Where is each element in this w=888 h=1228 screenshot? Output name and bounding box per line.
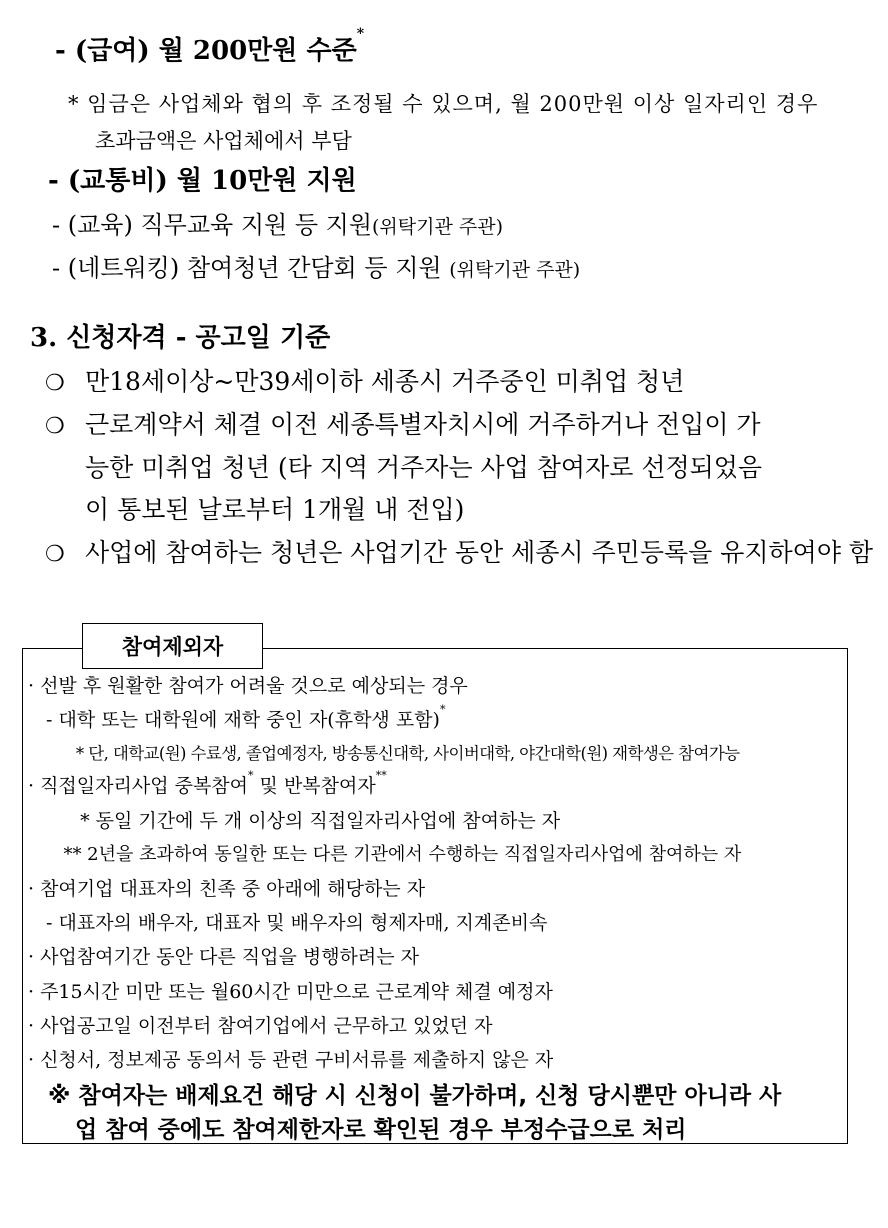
eligibility-item-2-line-2: 능한 미취업 청년 (타 지역 거주자는 사업 참여자로 선정되었음 <box>85 453 763 482</box>
exclusion-line-6: ** 2년을 초과하여 동일한 또는 다른 기관에서 수행하는 직접일자리사업에 참여하는 자 <box>52 844 742 865</box>
eligibility-item-2-line-3: 이 통보된 날로부터 1개월 내 전입) <box>85 495 465 524</box>
exclusion-line-2 <box>40 705 445 732</box>
eligibility-heading: 3. 신청자격 - 공고일 기준 <box>30 323 331 353</box>
benefit-networking <box>52 248 580 283</box>
benefit-pay <box>55 26 365 67</box>
exclusion-line-5: * 동일 기간에 두 개 이상의 직접일자리사업에 참여하는 자 <box>62 810 561 832</box>
eligibility-item-2-line-1: 근로계약서 체결 이전 세종특별자치시에 거주하거나 전입이 가 <box>85 410 761 439</box>
benefit-pay-text: - (급여) 월 200만원 수준 <box>55 36 357 66</box>
benefit-networking-note: (위탁기관 주관) <box>449 259 581 281</box>
benefit-pay-note-1: * 임금은 사업체와 협의 후 조정될 수 있으며, 월 200만원 이상 일자리인 경우 <box>68 92 819 116</box>
exclusion-line-4-text: · 직접일자리사업 중복참여 <box>28 775 249 797</box>
bullet-icon: ❍ <box>45 371 65 396</box>
exclusion-line-4-mark: * <box>248 769 254 782</box>
benefit-pay-note-2: 초과금액은 사업체에서 부담 <box>95 129 352 153</box>
exclusion-note-line-1: ※ 참여자는 배제요건 해당 시 신청이 불가하며, 신청 당시뿐만 아니라 사 <box>48 1083 782 1109</box>
exclusion-line-3: * 단, 대학교(원) 수료생, 졸업예정자, 방송통신대학, 사이버대학, 야간대학(원) 재학생은 참여가능 <box>62 744 740 763</box>
eligibility-item-1 <box>45 362 684 398</box>
eligibility-item-1-text: 만18세이상~만39세이하 세종시 거주중인 미취업 청년 <box>85 367 685 396</box>
exclusion-line-2-mark: * <box>439 703 446 716</box>
exclusion-line-7: · 참여기업 대표자의 친족 중 아래에 해당하는 자 <box>28 878 426 900</box>
exclusion-title: 참여제외자 <box>82 623 263 669</box>
benefit-education-text: - (교육) 직무교육 지원 등 지원 <box>52 211 373 239</box>
benefit-education <box>52 205 503 240</box>
eligibility-item-3 <box>45 533 873 569</box>
exclusion-line-8: - 대표자의 배우자, 대표자 및 배우자의 형제자매, 지계존비속 <box>40 912 548 934</box>
benefit-networking-text: - (네트워킹) 참여청년 간담회 등 지원 <box>52 254 442 282</box>
exclusion-line-2-text: - 대학 또는 대학원에 재학 중인 자(휴학생 포함) <box>40 709 440 731</box>
exclusion-line-9: · 사업참여기간 동안 다른 직업을 병행하려는 자 <box>28 946 420 968</box>
benefit-pay-mark: * <box>356 26 365 42</box>
exclusion-line-1: · 선발 후 원활한 참여가 어려울 것으로 예상되는 경우 <box>28 675 468 697</box>
exclusion-line-10: · 주15시간 미만 또는 월60시간 미만으로 근로계약 체결 예정자 <box>28 981 553 1003</box>
bullet-icon: ❍ <box>45 414 65 439</box>
exclusion-note-line-2: 업 참여 중에도 참여제한자로 확인된 경우 부정수급으로 처리 <box>75 1117 687 1143</box>
benefit-transport: - (교통비) 월 10만원 지원 <box>48 166 357 196</box>
eligibility-item-3-text: 사업에 참여하는 청년은 사업기간 동안 세종시 주민등록을 유지하여야 함 <box>85 538 874 567</box>
exclusion-line-4 <box>28 771 387 798</box>
exclusion-line-12: · 신청서, 정보제공 동의서 등 관련 구비서류를 제출하지 않은 자 <box>28 1049 554 1071</box>
benefit-education-note: (위탁기관 주관) <box>372 216 504 238</box>
bullet-icon: ❍ <box>45 542 65 567</box>
eligibility-item-2 <box>45 405 761 441</box>
exclusion-line-4-suffix: 및 반복참여자 <box>253 775 376 797</box>
exclusion-line-4-mark-2: ** <box>375 769 387 782</box>
exclusion-line-11: · 사업공고일 이전부터 참여기업에서 근무하고 있었던 자 <box>28 1015 493 1037</box>
